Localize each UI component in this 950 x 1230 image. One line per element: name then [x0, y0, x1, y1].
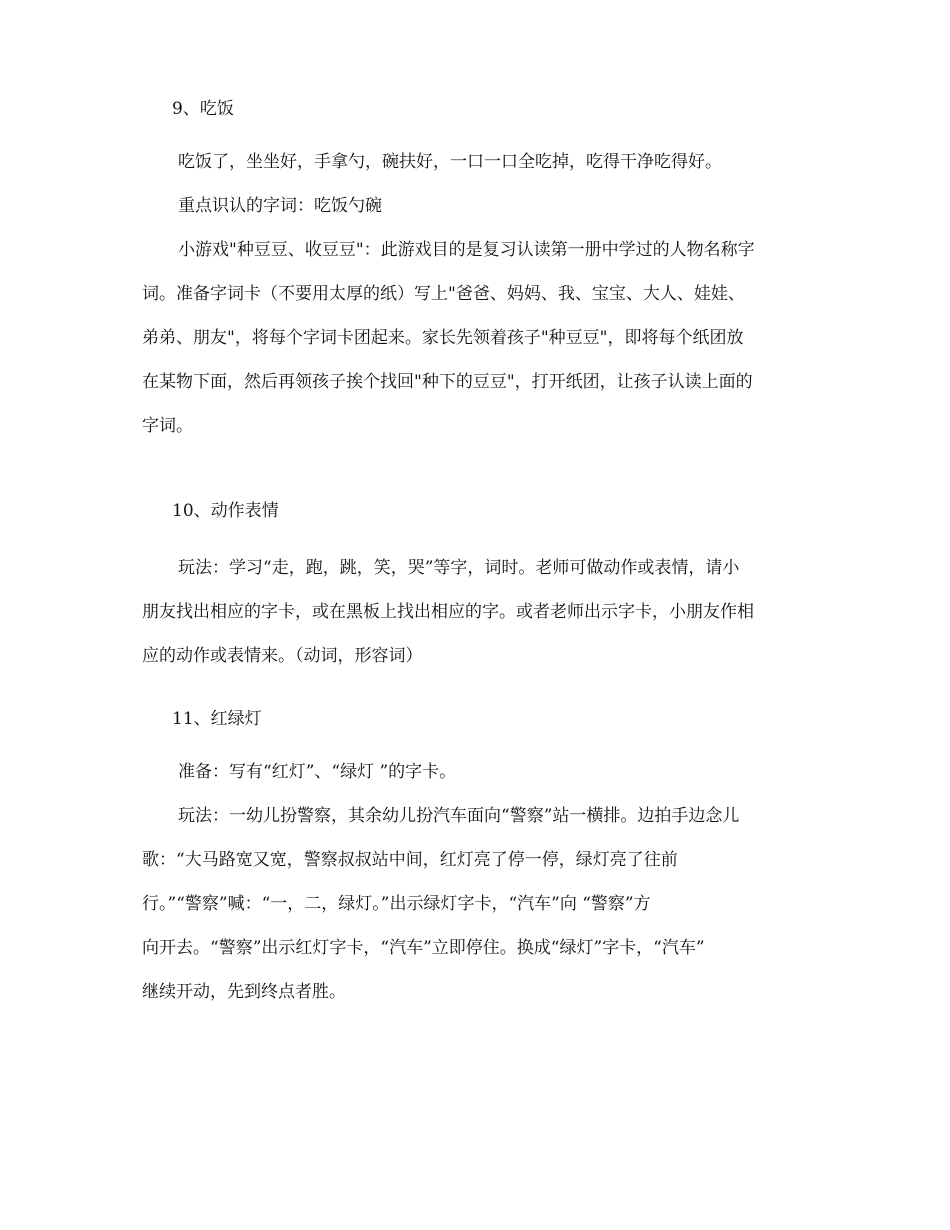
text-line: 字词。: [142, 416, 193, 436]
text-line: 弟弟、朋友"，将每个字词卡团起来。家长先领着孩子"种豆豆"，即将每个纸团放: [142, 328, 744, 348]
section-heading: 11、红绿灯: [172, 709, 262, 729]
section-9: [142, 98, 832, 448]
text-line: 小游戏"种豆豆、收豆豆"：此游戏目的是复习认读第一册中学过的人物名称字: [178, 240, 755, 260]
section-heading: 10、动作表情: [172, 501, 279, 521]
text-line: 继续开动，先到终点者胜。: [142, 982, 346, 1002]
text-line: 词。准备字词卡（不要用太厚的纸）写上"爸爸、妈妈、我、宝宝、大人、娃娃、: [142, 284, 745, 304]
text-line: 重点识认的字词：吃饭勺碗: [178, 196, 382, 216]
text-line: 行。”“警察”喊：“一，二，绿灯。”出示绿灯字卡，“汽车”向 “警察”方: [142, 894, 651, 914]
text-line: 吃饭了，坐坐好，手拿勺，碗扶好，一口一口全吃掉，吃得干净吃得好。: [178, 152, 722, 172]
text-line: 朋友找出相应的字卡，或在黑板上找出相应的字。或者老师出示字卡，小朋友作相: [142, 602, 754, 622]
section-11: [142, 708, 832, 1014]
text-line: 玩法：学习“走，跑，跳，笑，哭”等字，词时。老师可做动作或表情，请小: [178, 558, 740, 578]
text-line: 准备：写有“红灯”、“绿灯 ”的字卡。: [178, 762, 457, 782]
paragraph: [142, 184, 832, 228]
text-line: 应的动作或表情来。（动词，形容词）: [142, 646, 423, 666]
text-line: 向开去。“警察”出示红灯字卡，“汽车”立即停住。换成“绿灯”字卡，“汽车”: [142, 938, 705, 958]
paragraph: [142, 546, 832, 678]
section-heading: 9、吃饭: [172, 99, 234, 119]
paragraph: [142, 794, 832, 1014]
section-10: [142, 500, 832, 678]
paragraph: [142, 228, 832, 448]
text-line: 在某物下面，然后再领孩子挨个找回"种下的豆豆"，打开纸团，让孩子认读上面的: [142, 372, 753, 392]
paragraph: [142, 140, 832, 184]
text-line: 玩法：一幼儿扮警察，其余幼儿扮汽车面向“警察”站一横排。边拍手边念儿: [178, 806, 740, 826]
text-line: 歌：“大马路宽又宽，警察叔叔站中间，红灯亮了停一停，绿灯亮了往前: [142, 850, 678, 870]
paragraph: [142, 750, 832, 794]
